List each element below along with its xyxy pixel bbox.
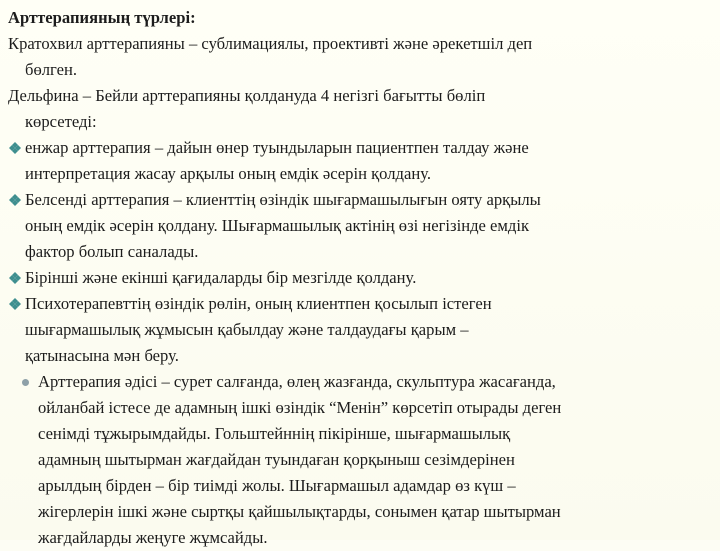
diamond-bullet-icon [8,135,22,161]
paragraph-text: Арттерапия әдісі – сурет салғанда, өлең жазғанда, скульптура жасағанда, [38,372,556,391]
paragraph-continuation: жігерлерін ішкі және сыртқы қайшылықтарды, сонымен қатар шытырман [38,502,561,521]
list-item-text: Белсенді арттерапия – клиенттің өзіндік шығармашылығын ояту арқылы [25,190,541,209]
diamond-bullet-icon [8,265,22,291]
dot-bullet-icon [22,369,36,395]
intro-line: Кратохвил арттерапияны – сублимациялы, проективті және әрекетшіл деп [8,34,533,53]
intro-line: Дельфина – Бейли арттерапияны қолдануда 4 негізгі бағытты бөліп [8,86,486,105]
paragraph-item [8,369,716,395]
list-item-text: енжар арттерапия – дайын өнер туындыларын пациентпен талдау және [25,138,529,157]
list-item-continuation: қатынасына мән беру. [25,346,179,365]
paragraph-continuation: арылдың бірден – бір тиімді жолы. Шығармашыл адамдар өз күш – [38,476,516,495]
slide-content [8,5,716,551]
paragraph-continuation: жағдайларды жеңуге жұмсайды. [38,528,268,547]
paragraph-continuation: адамның шытырман жағдайдан туындаған қорқыныш сезімдерінен [38,450,515,469]
diamond-bullet-icon [8,291,22,317]
list-item [8,135,716,161]
list-item [8,265,716,291]
intro-line: көрсетеді: [25,112,97,131]
paragraph-continuation: ойланбай істесе де адамның ішкі өзіндік “Менін” көрсетіп отырады деген [38,398,562,417]
list-item-continuation: оның емдік әсерін қолдану. Шығармашылық актінің өзі негізінде емдік [25,216,530,235]
list-item-continuation: интерпретация жасау арқылы оның емдік әсерін қолдану. [25,164,432,183]
list-item [8,291,716,317]
list-item-text: Бірінші және екінші қағидаларды бір мезгілде қолдану. [25,268,417,287]
list-item-continuation: фактор болып саналады. [25,242,199,261]
diamond-bullet-icon [8,187,22,213]
slide-title: Арттерапияның түрлері: [8,8,196,27]
paragraph-continuation: сенімді тұжырымдайды. Гольштейннің пікірінше, шығармашылық [38,424,511,443]
list-item [8,187,716,213]
intro-line: бөлген. [25,60,78,79]
list-item-continuation: шығармашылық жұмысын қабылдау және талдаудағы қарым – [25,320,469,339]
list-item-text: Психотерапевттің өзіндік рөлін, оның клиентпен қосылып істеген [25,294,492,313]
